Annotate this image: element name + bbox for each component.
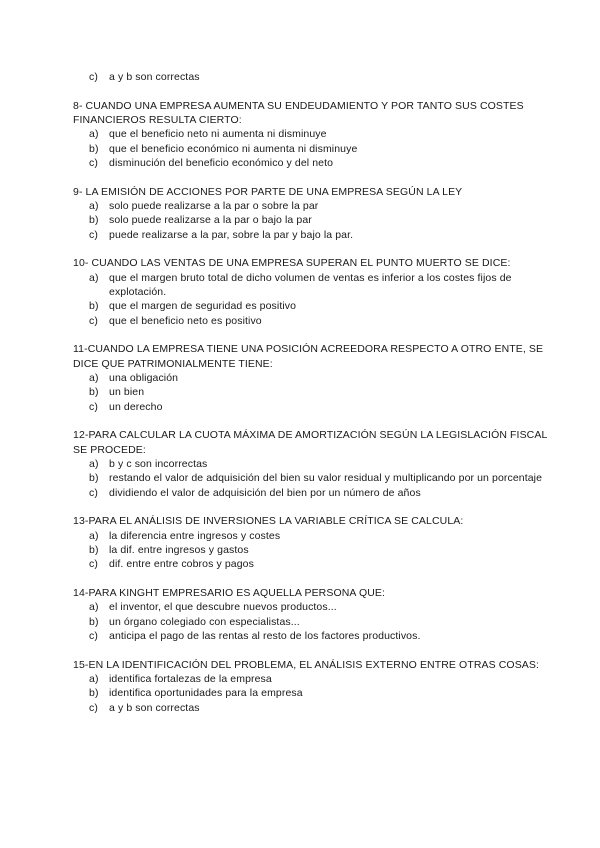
answer-option bbox=[73, 615, 560, 629]
answer-option bbox=[73, 199, 560, 213]
answer-option bbox=[73, 156, 560, 170]
option-marker: b) bbox=[89, 544, 99, 557]
option-marker: a) bbox=[89, 372, 99, 385]
option-text: a y b son correctas bbox=[109, 71, 200, 83]
answer-option bbox=[73, 299, 560, 313]
option-marker: b) bbox=[89, 300, 99, 313]
question-title: 15-EN LA IDENTIFICACIÓN DEL PROBLEMA, EL ANÁLISIS EXTERNO ENTRE OTRAS COSAS: bbox=[73, 658, 540, 671]
answer-option bbox=[73, 471, 560, 485]
option-list bbox=[73, 600, 560, 643]
option-list bbox=[73, 457, 560, 500]
option-text: que el beneficio económico ni aumenta ni disminuye bbox=[109, 142, 358, 155]
answer-option bbox=[73, 70, 560, 84]
option-text: que el margen bruto total de dicho volumen de ventas es inferior a los costes fijos de explotación. bbox=[109, 271, 512, 299]
option-text: la diferencia entre ingresos y costes bbox=[109, 529, 281, 542]
question-title: 10- CUANDO LAS VENTAS DE UNA EMPRESA SUPERAN EL PUNTO MUERTO SE DICE: bbox=[73, 257, 511, 270]
answer-option bbox=[73, 127, 560, 141]
question-11 bbox=[73, 342, 560, 413]
option-marker: a) bbox=[89, 128, 99, 141]
option-text: un órgano colegiado con especialistas... bbox=[109, 615, 300, 628]
option-text: b y c son incorrectas bbox=[109, 458, 208, 471]
option-text: un bien bbox=[109, 386, 145, 399]
option-marker: b) bbox=[89, 386, 99, 399]
answer-option bbox=[73, 629, 560, 643]
answer-option bbox=[73, 543, 560, 557]
question-title: 11-CUANDO LA EMPRESA TIENE UNA POSICIÓN ACREEDORA RESPECTO A OTRO ENTE, SE DICE QUE PATRIMONIALMENTE TIENE: bbox=[73, 343, 544, 370]
option-marker: c) bbox=[89, 228, 98, 241]
option-list bbox=[73, 672, 560, 715]
option-text: que el beneficio neto es positivo bbox=[109, 314, 262, 327]
answer-option bbox=[73, 271, 560, 300]
option-marker: a) bbox=[89, 200, 99, 213]
question-10 bbox=[73, 256, 560, 327]
option-marker: c) bbox=[89, 400, 98, 413]
answer-option bbox=[73, 314, 560, 328]
option-text: dif. entre entre cobros y pagos bbox=[109, 558, 254, 571]
answer-option bbox=[73, 486, 560, 500]
option-marker: a) bbox=[89, 458, 99, 471]
option-marker: c) bbox=[89, 701, 98, 714]
option-marker: a) bbox=[89, 271, 99, 284]
option-marker: b) bbox=[89, 687, 99, 700]
carryover-options bbox=[73, 70, 560, 84]
question-title: 9- LA EMISIÓN DE ACCIONES POR PARTE DE UNA EMPRESA SEGÚN LA LEY bbox=[73, 185, 463, 198]
answer-option bbox=[73, 557, 560, 571]
option-list bbox=[73, 371, 560, 414]
option-marker: c) bbox=[89, 314, 98, 327]
question-8 bbox=[73, 99, 560, 170]
option-text: una obligación bbox=[109, 372, 179, 385]
question-title: 14-PARA KINGHT EMPRESARIO ES AQUELLA PERSONA QUE: bbox=[73, 587, 386, 600]
option-marker: c) bbox=[89, 156, 98, 169]
answer-option bbox=[73, 672, 560, 686]
option-text: puede realizarse a la par, sobre la par y bajo la par. bbox=[109, 228, 354, 241]
option-text: dividiendo el valor de adquisición del bien por un número de años bbox=[109, 486, 421, 499]
option-list bbox=[73, 127, 560, 170]
answer-option bbox=[73, 529, 560, 543]
option-list bbox=[73, 199, 560, 242]
option-text: restando el valor de adquisición del bien su valor residual y multiplicando por un porcentaje bbox=[109, 472, 543, 485]
option-text: que el beneficio neto ni aumenta ni disminuye bbox=[109, 128, 327, 141]
answer-option bbox=[73, 385, 560, 399]
option-text: a y b son correctas bbox=[109, 701, 200, 714]
question-12 bbox=[73, 428, 560, 499]
option-marker: a) bbox=[89, 601, 99, 614]
option-text: identifica fortalezas de la empresa bbox=[109, 673, 272, 686]
question-9 bbox=[73, 185, 560, 242]
option-text: el inventor, el que descubre nuevos productos... bbox=[109, 601, 337, 614]
option-text: solo puede realizarse a la par o bajo la par bbox=[109, 214, 312, 227]
option-marker: c) bbox=[89, 71, 98, 83]
option-text: que el margen de seguridad es positivo bbox=[109, 300, 297, 313]
answer-option bbox=[73, 371, 560, 385]
option-marker: b) bbox=[89, 142, 99, 155]
option-text: anticipa el pago de las rentas al resto de los factores productivos. bbox=[109, 630, 421, 642]
question-13 bbox=[73, 514, 560, 571]
option-text: disminución del beneficio económico y del neto bbox=[109, 156, 334, 169]
option-text: identifica oportunidades para la empresa bbox=[109, 687, 303, 700]
answer-option bbox=[73, 142, 560, 156]
question-title: 12-PARA CALCULAR LA CUOTA MÁXIMA DE AMORTIZACIÓN SEGÚN LA LEGISLACIÓN FISCAL SE PROCEDE: bbox=[73, 429, 548, 456]
option-text: solo puede realizarse a la par o sobre la par bbox=[109, 200, 319, 213]
answer-option bbox=[73, 600, 560, 614]
option-text: un derecho bbox=[109, 400, 163, 413]
option-list bbox=[73, 529, 560, 572]
option-text: la dif. entre ingresos y gastos bbox=[109, 544, 249, 557]
option-marker: a) bbox=[89, 673, 99, 686]
answer-option bbox=[73, 213, 560, 227]
answer-option bbox=[73, 457, 560, 471]
question-14 bbox=[73, 586, 560, 643]
answer-option bbox=[73, 701, 560, 715]
option-marker: c) bbox=[89, 558, 98, 571]
question-15 bbox=[73, 658, 560, 715]
answer-option bbox=[73, 686, 560, 700]
option-list bbox=[73, 271, 560, 328]
option-marker: b) bbox=[89, 615, 99, 628]
option-marker: b) bbox=[89, 472, 99, 485]
option-marker: b) bbox=[89, 214, 99, 227]
answer-option bbox=[73, 400, 560, 414]
question-title: 8- CUANDO UNA EMPRESA AUMENTA SU ENDEUDAMIENTO Y POR TANTO SUS COSTES FINANCIEROS RESULTA CIERTO: bbox=[73, 99, 524, 127]
answer-option bbox=[73, 228, 560, 242]
option-marker: a) bbox=[89, 529, 99, 542]
option-marker: c) bbox=[89, 486, 98, 499]
option-marker: c) bbox=[89, 630, 98, 642]
question-title: 13-PARA EL ANÁLISIS DE INVERSIONES LA VARIABLE CRÍTICA SE CALCULA: bbox=[73, 515, 464, 528]
